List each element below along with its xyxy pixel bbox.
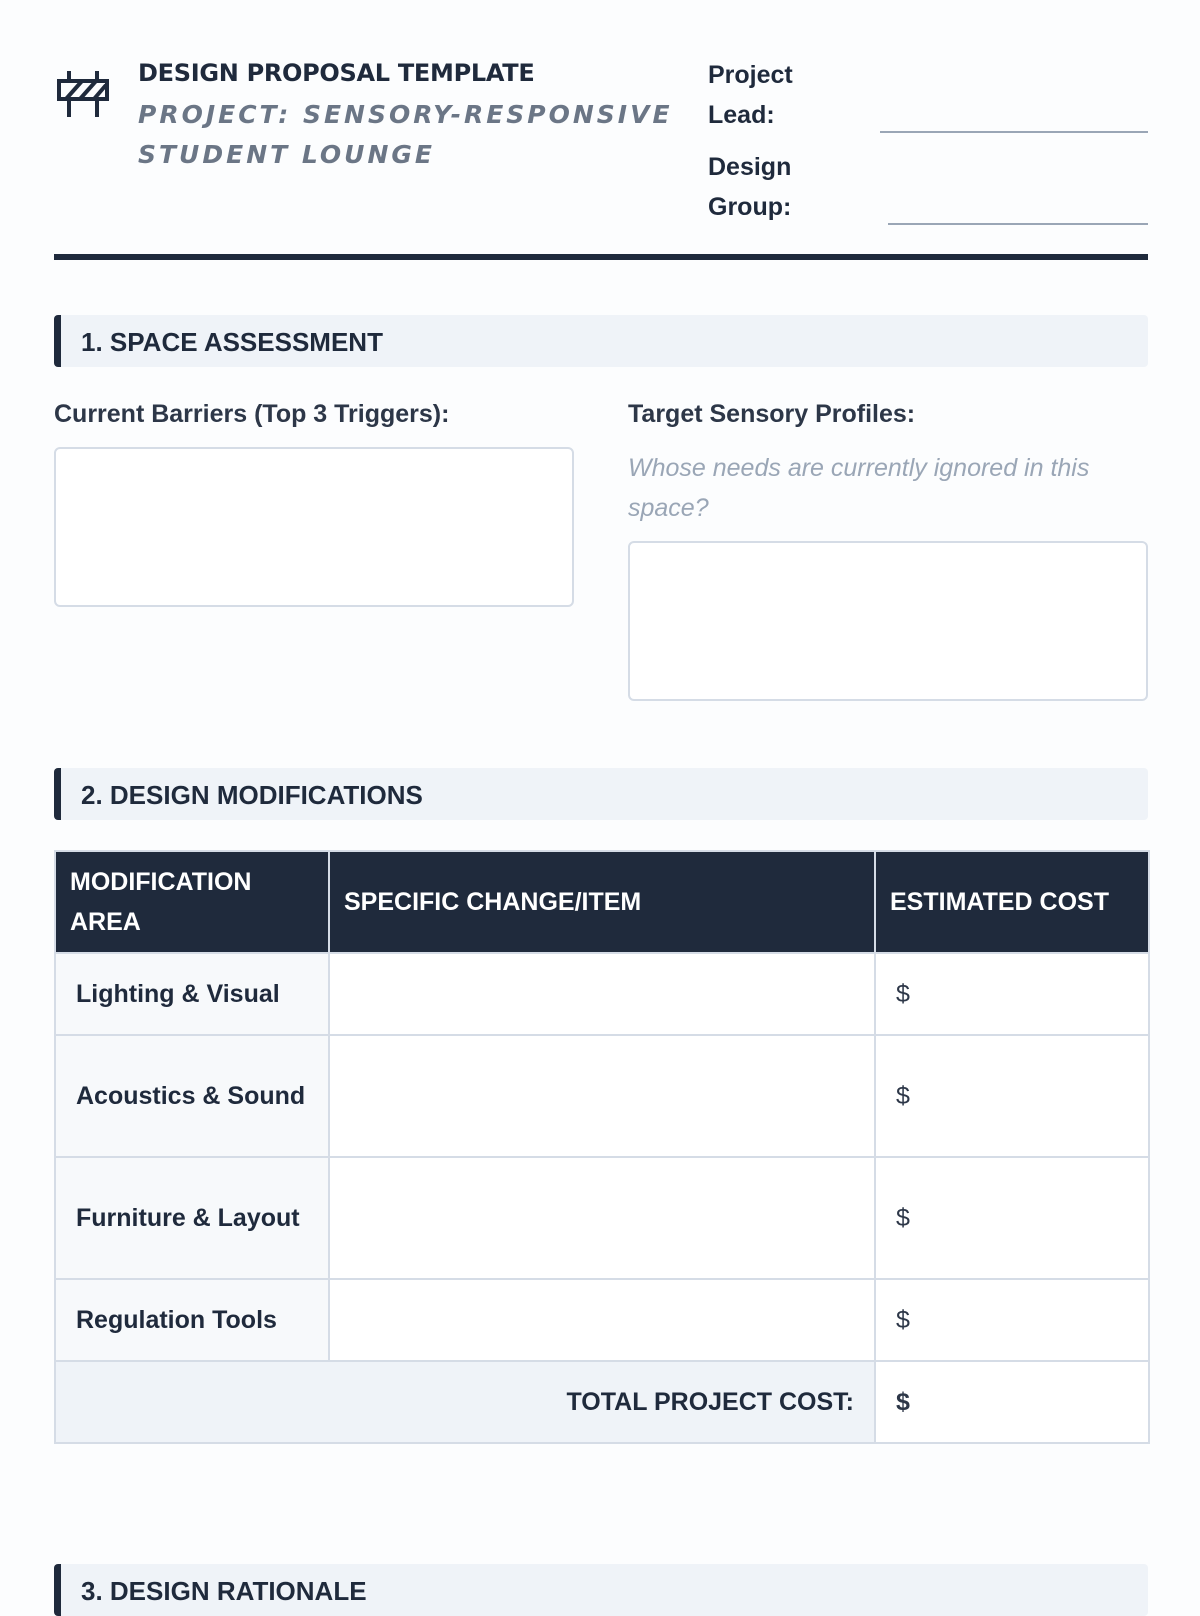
estimated-cost-cell[interactable]: $ [875,1035,1149,1157]
section-heading: 3. DESIGN RATIONALE [81,1576,367,1606]
document-header [54,55,1148,255]
table-row [55,1157,1149,1279]
specific-change-cell[interactable] [329,953,875,1035]
section-design-modifications [54,768,1148,820]
table-row [55,953,1149,1035]
total-cost-label: TOTAL PROJECT COST: [55,1361,875,1443]
column-header-area: MODIFICATION AREA [55,851,329,953]
current-barriers-input[interactable] [54,447,574,607]
table-row [55,1279,1149,1361]
modification-area-cell: Regulation Tools [55,1279,329,1361]
design-group-label: Design Group: [708,153,792,221]
barrier-icon [56,69,110,119]
column-header-cost: ESTIMATED COST [875,851,1149,953]
section-heading: 2. DESIGN MODIFICATIONS [81,780,423,810]
estimated-cost-cell[interactable]: $ [875,953,1149,1035]
total-row [55,1361,1149,1443]
estimated-cost-cell[interactable]: $ [875,1157,1149,1279]
target-profiles-hint: Whose needs are currently ignored in this space? [628,454,1090,522]
document-title: DESIGN PROPOSAL TEMPLATE [138,59,535,87]
modifications-table [54,850,1150,1444]
modification-area-cell: Furniture & Layout [55,1157,329,1279]
proposal-page [54,0,1148,1606]
estimated-cost-cell[interactable]: $ [875,1279,1149,1361]
design-group-field[interactable] [888,223,1148,225]
project-subtitle: PROJECT: SENSORY-RESPONSIVE STUDENT LOUNGE [138,100,673,169]
section-design-rationale [54,1564,1148,1616]
specific-change-cell[interactable] [329,1035,875,1157]
section-space-assessment [54,315,1148,367]
modification-area-cell: Lighting & Visual [55,953,329,1035]
target-profiles-input[interactable] [628,541,1148,701]
modification-area-cell: Acoustics & Sound [55,1035,329,1157]
project-lead-field[interactable] [880,131,1148,133]
specific-change-cell[interactable] [329,1279,875,1361]
total-cost-value[interactable]: $ [875,1361,1149,1443]
target-profiles-label: Target Sensory Profiles: [628,400,916,428]
header-divider [54,254,1148,260]
specific-change-cell[interactable] [329,1157,875,1279]
current-barriers-label: Current Barriers (Top 3 Triggers): [54,400,450,428]
project-lead-label: Project Lead: [708,61,793,129]
section-heading: 1. SPACE ASSESSMENT [81,327,383,357]
column-header-change: SPECIFIC CHANGE/ITEM [329,851,875,953]
table-row [55,1035,1149,1157]
table-header-row [55,851,1149,953]
